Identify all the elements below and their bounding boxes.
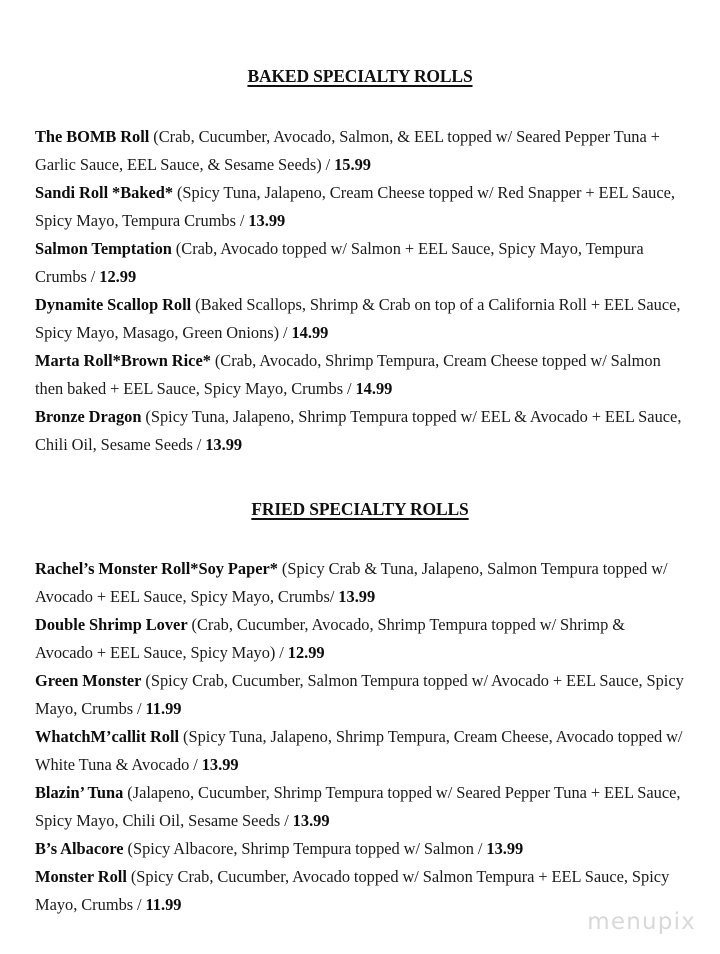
menu-item-price: 11.99 [145, 895, 182, 914]
menu-item [35, 347, 685, 403]
menu-item-price: 13.99 [201, 755, 239, 774]
menu-item-price: 11.99 [145, 699, 182, 718]
menu-item-name: Dynamite Scallop Roll [35, 295, 192, 314]
section-title-fried-specialty-rolls: FRIED SPECIALTY ROLLS [251, 499, 469, 519]
menu-item [35, 555, 685, 611]
menu-item-name: Marta Roll*Brown Rice* [35, 351, 211, 370]
menu-item [35, 235, 685, 291]
menu-item [35, 179, 685, 235]
menu-item-description: (Baked Scallops, Shrimp & Crab on top of a California Roll + EEL Sauce, Spicy Mayo, Masago, Green Onions) / [35, 295, 681, 342]
menu-item-description: (Spicy Crab, Cucumber, Avocado topped w/ Salmon Tempura + EEL Sauce, Spicy Mayo, Crumbs / [35, 867, 670, 914]
menu-item-list-fried [35, 520, 685, 919]
menu-item-name: Sandi Roll *Baked* [35, 183, 174, 202]
menu-item-name: Green Monster [35, 671, 142, 690]
menu-item-name: Salmon Temptation [35, 239, 172, 258]
menu-item-price: 14.99 [291, 323, 329, 342]
menu-item-name: Double Shrimp Lover [35, 615, 188, 634]
menu-item-price: 12.99 [287, 643, 325, 662]
menu-item-description: (Crab, Cucumber, Avocado, Shrimp Tempura topped w/ Shrimp & Avocado + EEL Sauce, Spicy Mayo) / [35, 615, 625, 662]
menu-item-description: (Spicy Albacore, Shrimp Tempura topped w/ Salmon / [127, 839, 483, 858]
menu-item-description: (Spicy Crab, Cucumber, Salmon Tempura topped w/ Avocado + EEL Sauce, Spicy Mayo, Crumbs / [35, 671, 684, 718]
menu-item-name: WhatchM’callit Roll [35, 727, 180, 746]
menu-item-price: 14.99 [355, 379, 393, 398]
menu-section-baked [35, 0, 685, 459]
menu-item-price: 15.99 [334, 155, 371, 174]
menu-item [35, 723, 685, 779]
menu-item-price: 13.99 [205, 435, 243, 454]
menu-item-price: 13.99 [338, 587, 376, 606]
menu-item-description: (Spicy Tuna, Jalapeno, Cream Cheese topped w/ Red Snapper + EEL Sauce, Spicy Mayo, Tempura Crumbs / [35, 183, 676, 230]
menu-item [35, 611, 685, 667]
menu-item [35, 291, 685, 347]
menu-item-price: 13.99 [486, 839, 524, 858]
menu-item [35, 123, 685, 179]
menu-item-name: Rachel’s Monster Roll*Soy Paper* [35, 559, 278, 578]
menu-item-description: (Crab, Cucumber, Avocado, Salmon, & EEL topped w/ Seared Pepper Tuna + Garlic Sauce, EEL Sauce, & Sesame Seeds) / [35, 127, 660, 174]
menu-section-fried [35, 459, 685, 919]
menu-item [35, 779, 685, 835]
menu-item-description: (Spicy Crab & Tuna, Jalapeno, Salmon Tempura topped w/ Avocado + EEL Sauce, Spicy Mayo, Crumbs/ [35, 559, 668, 606]
menu-item [35, 835, 685, 863]
menu-item-name: Monster Roll [35, 867, 127, 886]
menu-item-price: 13.99 [292, 811, 330, 830]
menu-item-name: B’s Albacore [35, 839, 124, 858]
menu-item-description: (Spicy Tuna, Jalapeno, Shrimp Tempura topped w/ EEL & Avocado + EEL Sauce, Chili Oil, Sesame Seeds / [35, 407, 682, 454]
menu-item-description: (Spicy Tuna, Jalapeno, Shrimp Tempura, Cream Cheese, Avocado topped w/ White Tuna & Avocado / [35, 727, 683, 774]
menu-item-description: (Crab, Avocado topped w/ Salmon + EEL Sauce, Spicy Mayo, Tempura Crumbs / [35, 239, 644, 286]
menu-item [35, 403, 685, 459]
menu-item-name: The BOMB Roll [35, 127, 150, 146]
menu-item-price: 13.99 [248, 211, 286, 230]
menu-item-name: Blazin’ Tuna [35, 783, 124, 802]
menu-item-list-baked [35, 87, 685, 459]
menu-item-name: Bronze Dragon [35, 407, 142, 426]
section-title-baked-specialty-rolls: BAKED SPECIALTY ROLLS [247, 66, 473, 86]
menupix-watermark: menupix [587, 909, 696, 935]
menu-item-price: 12.99 [99, 267, 137, 286]
menu-item [35, 667, 685, 723]
menu-item-description: (Jalapeno, Cucumber, Shrimp Tempura topped w/ Seared Pepper Tuna + EEL Sauce, Spicy Mayo, Chili Oil, Sesame Seeds / [35, 783, 681, 830]
menu-item-description: (Crab, Avocado, Shrimp Tempura, Cream Cheese topped w/ Salmon then baked + EEL Sauce, Spicy Mayo, Crumbs / [35, 351, 661, 398]
